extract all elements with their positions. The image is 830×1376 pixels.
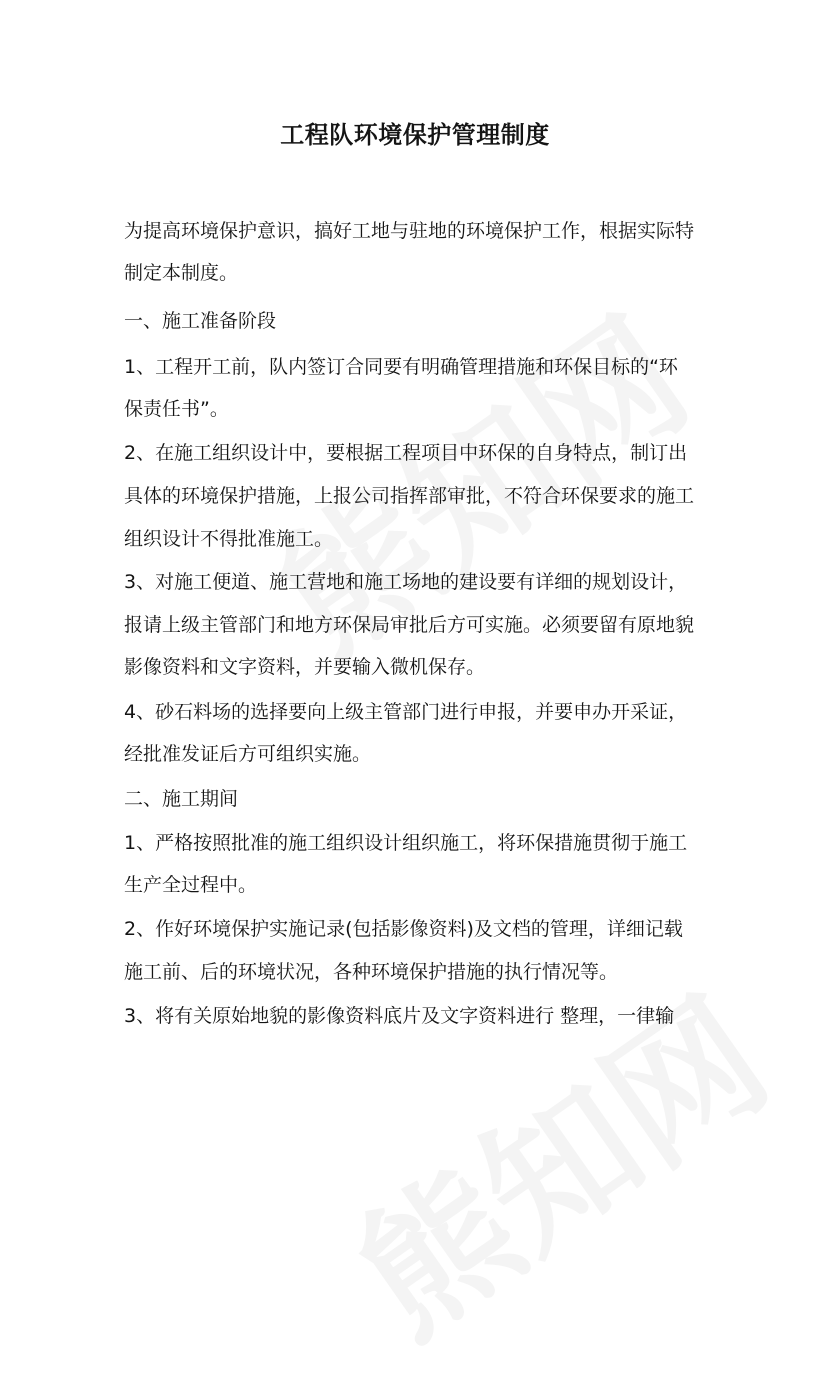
body-line: 具体的环境保护措施，上报公司指挥部审批，不符合环保要求的施工 (124, 485, 695, 507)
body-line: 3、对施工便道、施工营地和施工场地的建设要有详细的规划设计， (124, 571, 688, 593)
section-heading: 一、施工准备阶段 (124, 310, 277, 332)
body-line: 生产全过程中。 (124, 874, 258, 896)
body-line: 1、严格按照批准的施工组织设计组织施工，将环保措施贯彻于施工 (124, 832, 688, 854)
body-line: 报请上级主管部门和地方环保局审批后方可实施。必须要留有原地貌 (124, 614, 695, 636)
body-line: 2、在施工组织设计中，要根据工程项目中环保的自身特点，制订出 (124, 442, 688, 464)
body-line: 2、作好环境保护实施记录(包括影像资料)及文档的管理，详细记载 (124, 918, 683, 940)
body-line: 施工前、后的环境状况，各种环境保护措施的执行情况等。 (124, 961, 619, 983)
body-line: 1、工程开工前，队内签订合同要有明确管理措施和环保目标的“环 (124, 356, 678, 378)
body-line: 制定本制度。 (124, 262, 239, 284)
body-line: 组织设计不得批准施工。 (124, 528, 334, 550)
body-line: 4、砂石料场的选择要向上级主管部门进行申报，并要申办开采证， (124, 701, 688, 723)
body-line: 为提高环境保护意识，搞好工地与驻地的环境保护工作，根据实际特 (124, 220, 695, 242)
body-line: 影像资料和文字资料，并要输入微机保存。 (124, 656, 486, 678)
body-line: 经批准发证后方可组织实施。 (124, 743, 372, 765)
section-heading: 二、施工期间 (124, 788, 239, 810)
body-line: 3、将有关原始地貌的影像资料底片及文字资料进行 整理，一律输 (124, 1005, 675, 1027)
body-line: 保责任书”。 (124, 398, 229, 420)
document-title: 工程队环境保护管理制度 (280, 121, 550, 149)
